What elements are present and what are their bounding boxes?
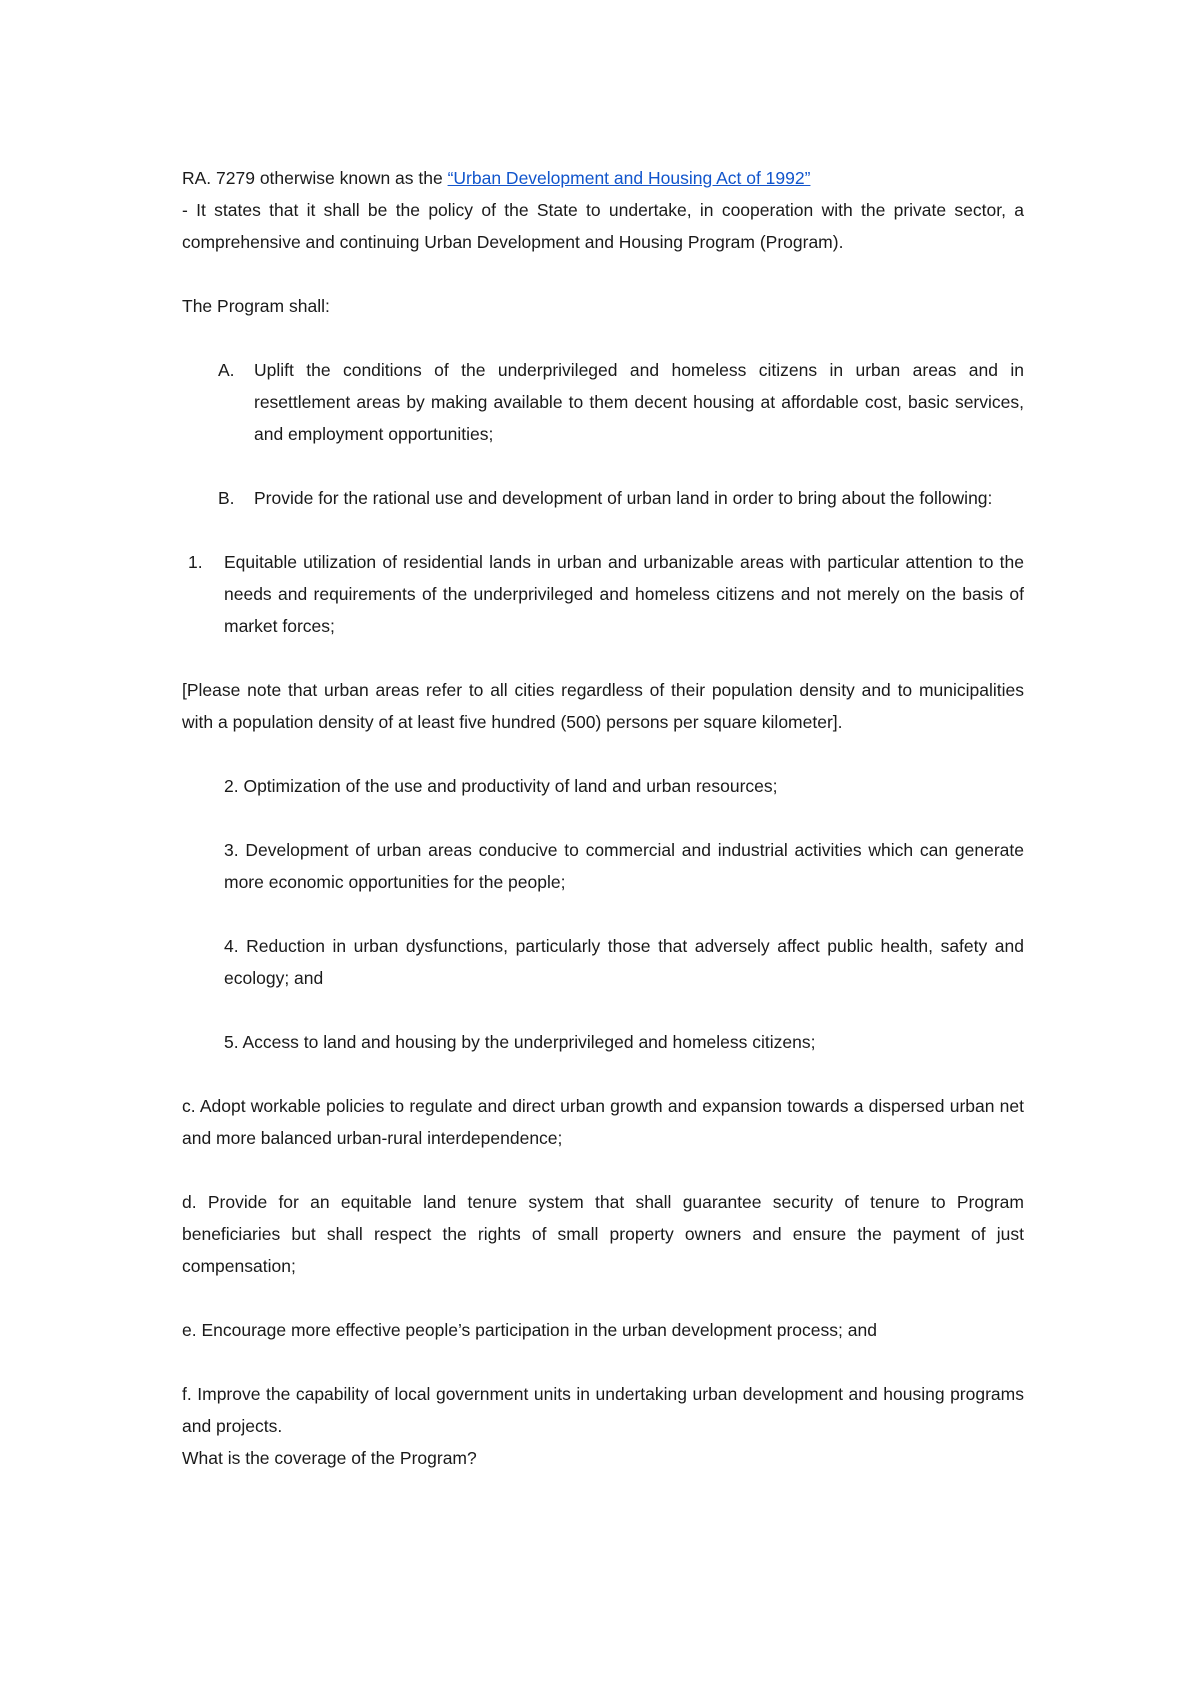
list-item-a [182,354,1024,450]
list-marker-1: 1. [188,552,203,572]
list-item-3: 3. Development of urban areas conducive to commercial and industrial activities which can generate more economic opportunities for the people; [224,840,1024,892]
policy-statement: - It states that it shall be the policy of the State to undertake, in cooperation with the private sector, a comprehensive and continuing Urban Development and Housing Program (Program). [182,200,1024,252]
list-text-b: Provide for the rational use and development of urban land in order to bring about the following: [254,488,993,508]
coverage-question: What is the coverage of the Program? [182,1448,477,1468]
list-item-4: 4. Reduction in urban dysfunctions, particularly those that adversely affect public health, safety and ecology; and [224,936,1024,988]
list-item-d: d. Provide for an equitable land tenure system that shall guarantee security of tenure to Program beneficiaries but shall respect the rights of small property owners and ensure the payment of just compensation; [182,1192,1024,1276]
ra-prefix: RA. 7279 otherwise known as the [182,168,448,188]
list-item-e: e. Encourage more effective people’s participation in the urban development process; and [182,1320,877,1340]
document-body [182,162,1024,1474]
list-item-f: f. Improve the capability of local government units in undertaking urban development and housing programs and projects. [182,1384,1024,1436]
ra-intro-line [182,162,1024,194]
list-item-b [182,482,1024,514]
program-heading: The Program shall: [182,296,330,316]
urban-areas-note: [Please note that urban areas refer to all cities regardless of their population density and to municipalities with a population density of at least five hundred (500) persons per square kilometer]. [182,680,1024,732]
act-title-link[interactable]: “Urban Development and Housing Act of 1992” [447,168,811,188]
list-item-5: 5. Access to land and housing by the underprivileged and homeless citizens; [224,1032,816,1052]
list-text-a: Uplift the conditions of the underprivileged and homeless citizens in urban areas and in resettlement areas by making available to them decent housing at affordable cost, basic services, and employment opportunities; [254,360,1024,444]
list-marker-a: A. [218,360,235,380]
list-text-1: Equitable utilization of residential lands in urban and urbanizable areas with particular attention to the needs and requirements of the underprivileged and homeless citizens and not merely on the basis of market forces; [224,552,1024,636]
list-item-2: 2. Optimization of the use and productivity of land and urban resources; [224,776,778,796]
list-marker-b: B. [218,488,235,508]
list-item-c: c. Adopt workable policies to regulate and direct urban growth and expansion towards a dispersed urban net and more balanced urban-rural interdependence; [182,1096,1024,1148]
list-item-1 [182,546,1024,642]
